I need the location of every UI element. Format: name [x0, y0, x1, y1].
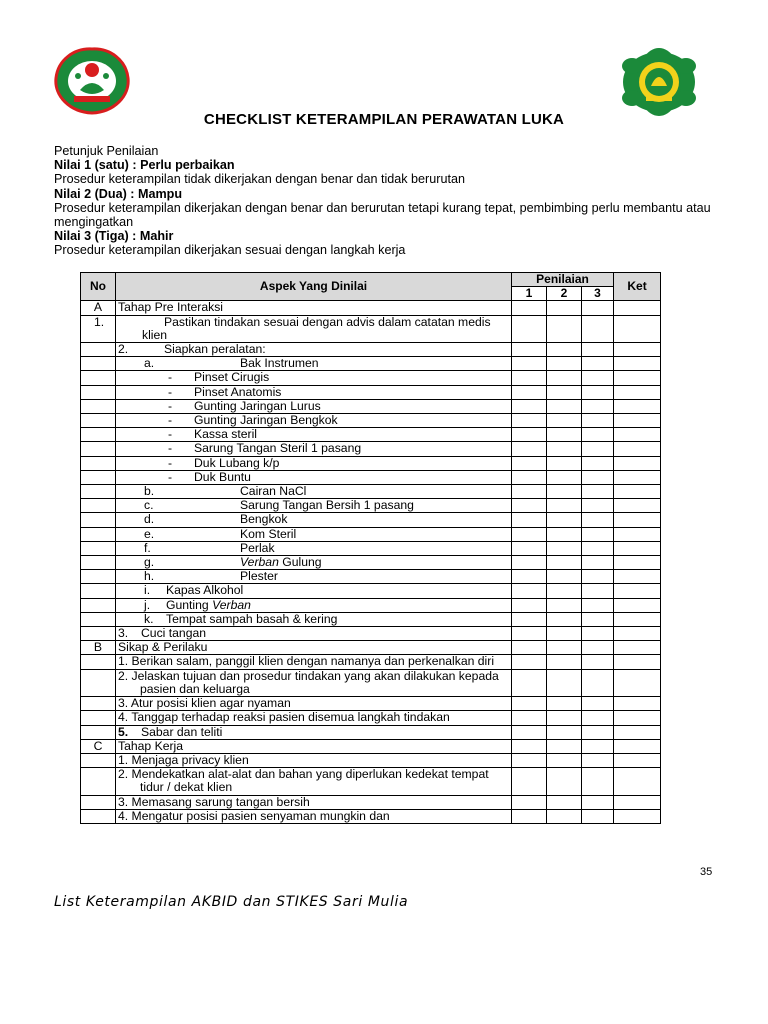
- table-row: [81, 795, 661, 809]
- item-text: f. Perlak: [116, 541, 512, 555]
- item-text: - Sarung Tangan Steril 1 pasang: [116, 442, 512, 456]
- grade-2-description: Prosedur keterampilan dikerjakan dengan benar dan berurutan tetapi kurang tepat, pembimbing perlu membantu atau mengingatkan: [54, 200, 711, 230]
- grade-1-label: Nilai 1 (satu) : Perlu perbaikan: [54, 158, 235, 173]
- item-text: b. Cairan NaCl: [116, 485, 512, 499]
- section-name: Sikap & Perilaku: [116, 641, 512, 655]
- table-row: [81, 711, 661, 725]
- item-text: - Kassa steril: [116, 428, 512, 442]
- item-text: k. Tempat sampah basah & kering: [116, 612, 512, 626]
- item-text: - Gunting Jaringan Bengkok: [116, 414, 512, 428]
- table-row: [81, 442, 661, 456]
- section-row: [81, 301, 661, 315]
- table-row: [81, 485, 661, 499]
- item-text: 4. Tanggap terhadap reaksi pasien disemua langkah tindakan: [116, 711, 512, 725]
- table-row: [81, 556, 661, 570]
- column-header-no: No: [81, 273, 116, 301]
- table-row: [81, 513, 661, 527]
- item-text: 3. Atur posisi klien agar nyaman: [116, 697, 512, 711]
- table-row: [81, 627, 661, 641]
- institution-logo-left: [52, 46, 132, 116]
- footer-text: List Keterampilan AKBID dan STIKES Sari Mulia: [54, 894, 409, 910]
- section-code: A: [81, 301, 116, 315]
- table-row: [81, 768, 661, 795]
- table-row: [81, 669, 661, 696]
- grading-instructions: [54, 144, 714, 258]
- grade-2-label: Nilai 2 (Dua) : Mampu: [54, 186, 183, 201]
- notes-cell[interactable]: [614, 301, 661, 315]
- checklist-table: [80, 272, 661, 824]
- table-row: [81, 570, 661, 584]
- rating-cell[interactable]: [582, 301, 614, 315]
- item-text: i. Kapas Alkohol: [116, 584, 512, 598]
- page-number: 35: [700, 866, 713, 878]
- table-row: [81, 470, 661, 484]
- item-text: - Pinset Cirugis: [116, 371, 512, 385]
- item-text: 1. Berikan salam, panggil klien dengan namanya dan perkenalkan diri: [116, 655, 512, 669]
- grade-3-description: Prosedur keterampilan dikerjakan sesuai dengan langkah kerja: [54, 243, 406, 258]
- section-row: [81, 641, 661, 655]
- item-text: 1. Pastikan tindakan sesuai dengan advis dalam catatan medis klien: [116, 315, 512, 342]
- section-code: B: [81, 641, 116, 655]
- table-row: [81, 399, 661, 413]
- table-row: [81, 527, 661, 541]
- rating-header-2: 2: [547, 287, 582, 301]
- item-text: 4. Mengatur posisi pasien senyaman mungkin dan: [116, 809, 512, 823]
- table-row: [81, 343, 661, 357]
- table-row: [81, 697, 661, 711]
- item-text: d. Bengkok: [116, 513, 512, 527]
- item-text: h. Plester: [116, 570, 512, 584]
- institution-logo-right: [618, 46, 700, 118]
- instructions-heading: Petunjuk Penilaian: [54, 144, 159, 158]
- grade-3-label: Nilai 3 (Tiga) : Mahir: [54, 229, 174, 244]
- item-text: 3. Cuci tangan: [116, 627, 512, 641]
- table-row: [81, 612, 661, 626]
- table-row: [81, 371, 661, 385]
- item-text: 3. Memasang sarung tangan bersih: [116, 795, 512, 809]
- rating-cell[interactable]: [547, 301, 582, 315]
- table-row: [81, 541, 661, 555]
- item-text: c. Sarung Tangan Bersih 1 pasang: [116, 499, 512, 513]
- column-header-notes: Ket: [614, 273, 661, 301]
- document-title: CHECKLIST KETERAMPILAN PERAWATAN LUKA: [203, 111, 565, 128]
- table-row: [81, 809, 661, 823]
- table-row: [81, 655, 661, 669]
- item-text: 1. Menjaga privacy klien: [116, 753, 512, 767]
- item-text: j. Gunting Verban: [116, 598, 512, 612]
- item-text: 5. Sabar dan teliti: [116, 725, 512, 739]
- section-name: Tahap Kerja: [116, 739, 512, 753]
- item-text: e. Kom Steril: [116, 527, 512, 541]
- rating-cell[interactable]: [512, 301, 547, 315]
- table-row: [81, 499, 661, 513]
- section-code: C: [81, 739, 116, 753]
- item-text: - Duk Lubang k/p: [116, 456, 512, 470]
- item-text: 2. Jelaskan tujuan dan prosedur tindakan yang akan dilakukan kepada pasien dan keluarga: [116, 669, 512, 696]
- table-row: [81, 753, 661, 767]
- item-text: - Pinset Anatomis: [116, 385, 512, 399]
- item-text: 2. Mendekatkan alat-alat dan bahan yang diperlukan kedekat tempat tidur / dekat klien: [116, 768, 512, 795]
- table-row: [81, 456, 661, 470]
- table-row: [81, 357, 661, 371]
- item-text: a. Bak Instrumen: [116, 357, 512, 371]
- table-row: [81, 725, 661, 739]
- table-row: [81, 428, 661, 442]
- rating-header-3: 3: [582, 287, 614, 301]
- table-row: [81, 385, 661, 399]
- item-text: g. Verban Gulung: [116, 556, 512, 570]
- item-text: 2. Siapkan peralatan:: [116, 343, 512, 357]
- column-header-rating: Penilaian: [512, 273, 614, 287]
- table-row: [81, 584, 661, 598]
- column-header-aspect: Aspek Yang Dinilai: [116, 273, 512, 301]
- rating-header-1: 1: [512, 287, 547, 301]
- table-row: [81, 598, 661, 612]
- item-text: - Duk Buntu: [116, 470, 512, 484]
- section-row: [81, 739, 661, 753]
- grade-1-description: Prosedur keterampilan tidak dikerjakan dengan benar dan tidak berurutan: [54, 172, 465, 187]
- section-name: Tahap Pre Interaksi: [116, 301, 512, 315]
- table-row: [81, 414, 661, 428]
- table-row: [81, 315, 661, 342]
- item-text: - Gunting Jaringan Lurus: [116, 399, 512, 413]
